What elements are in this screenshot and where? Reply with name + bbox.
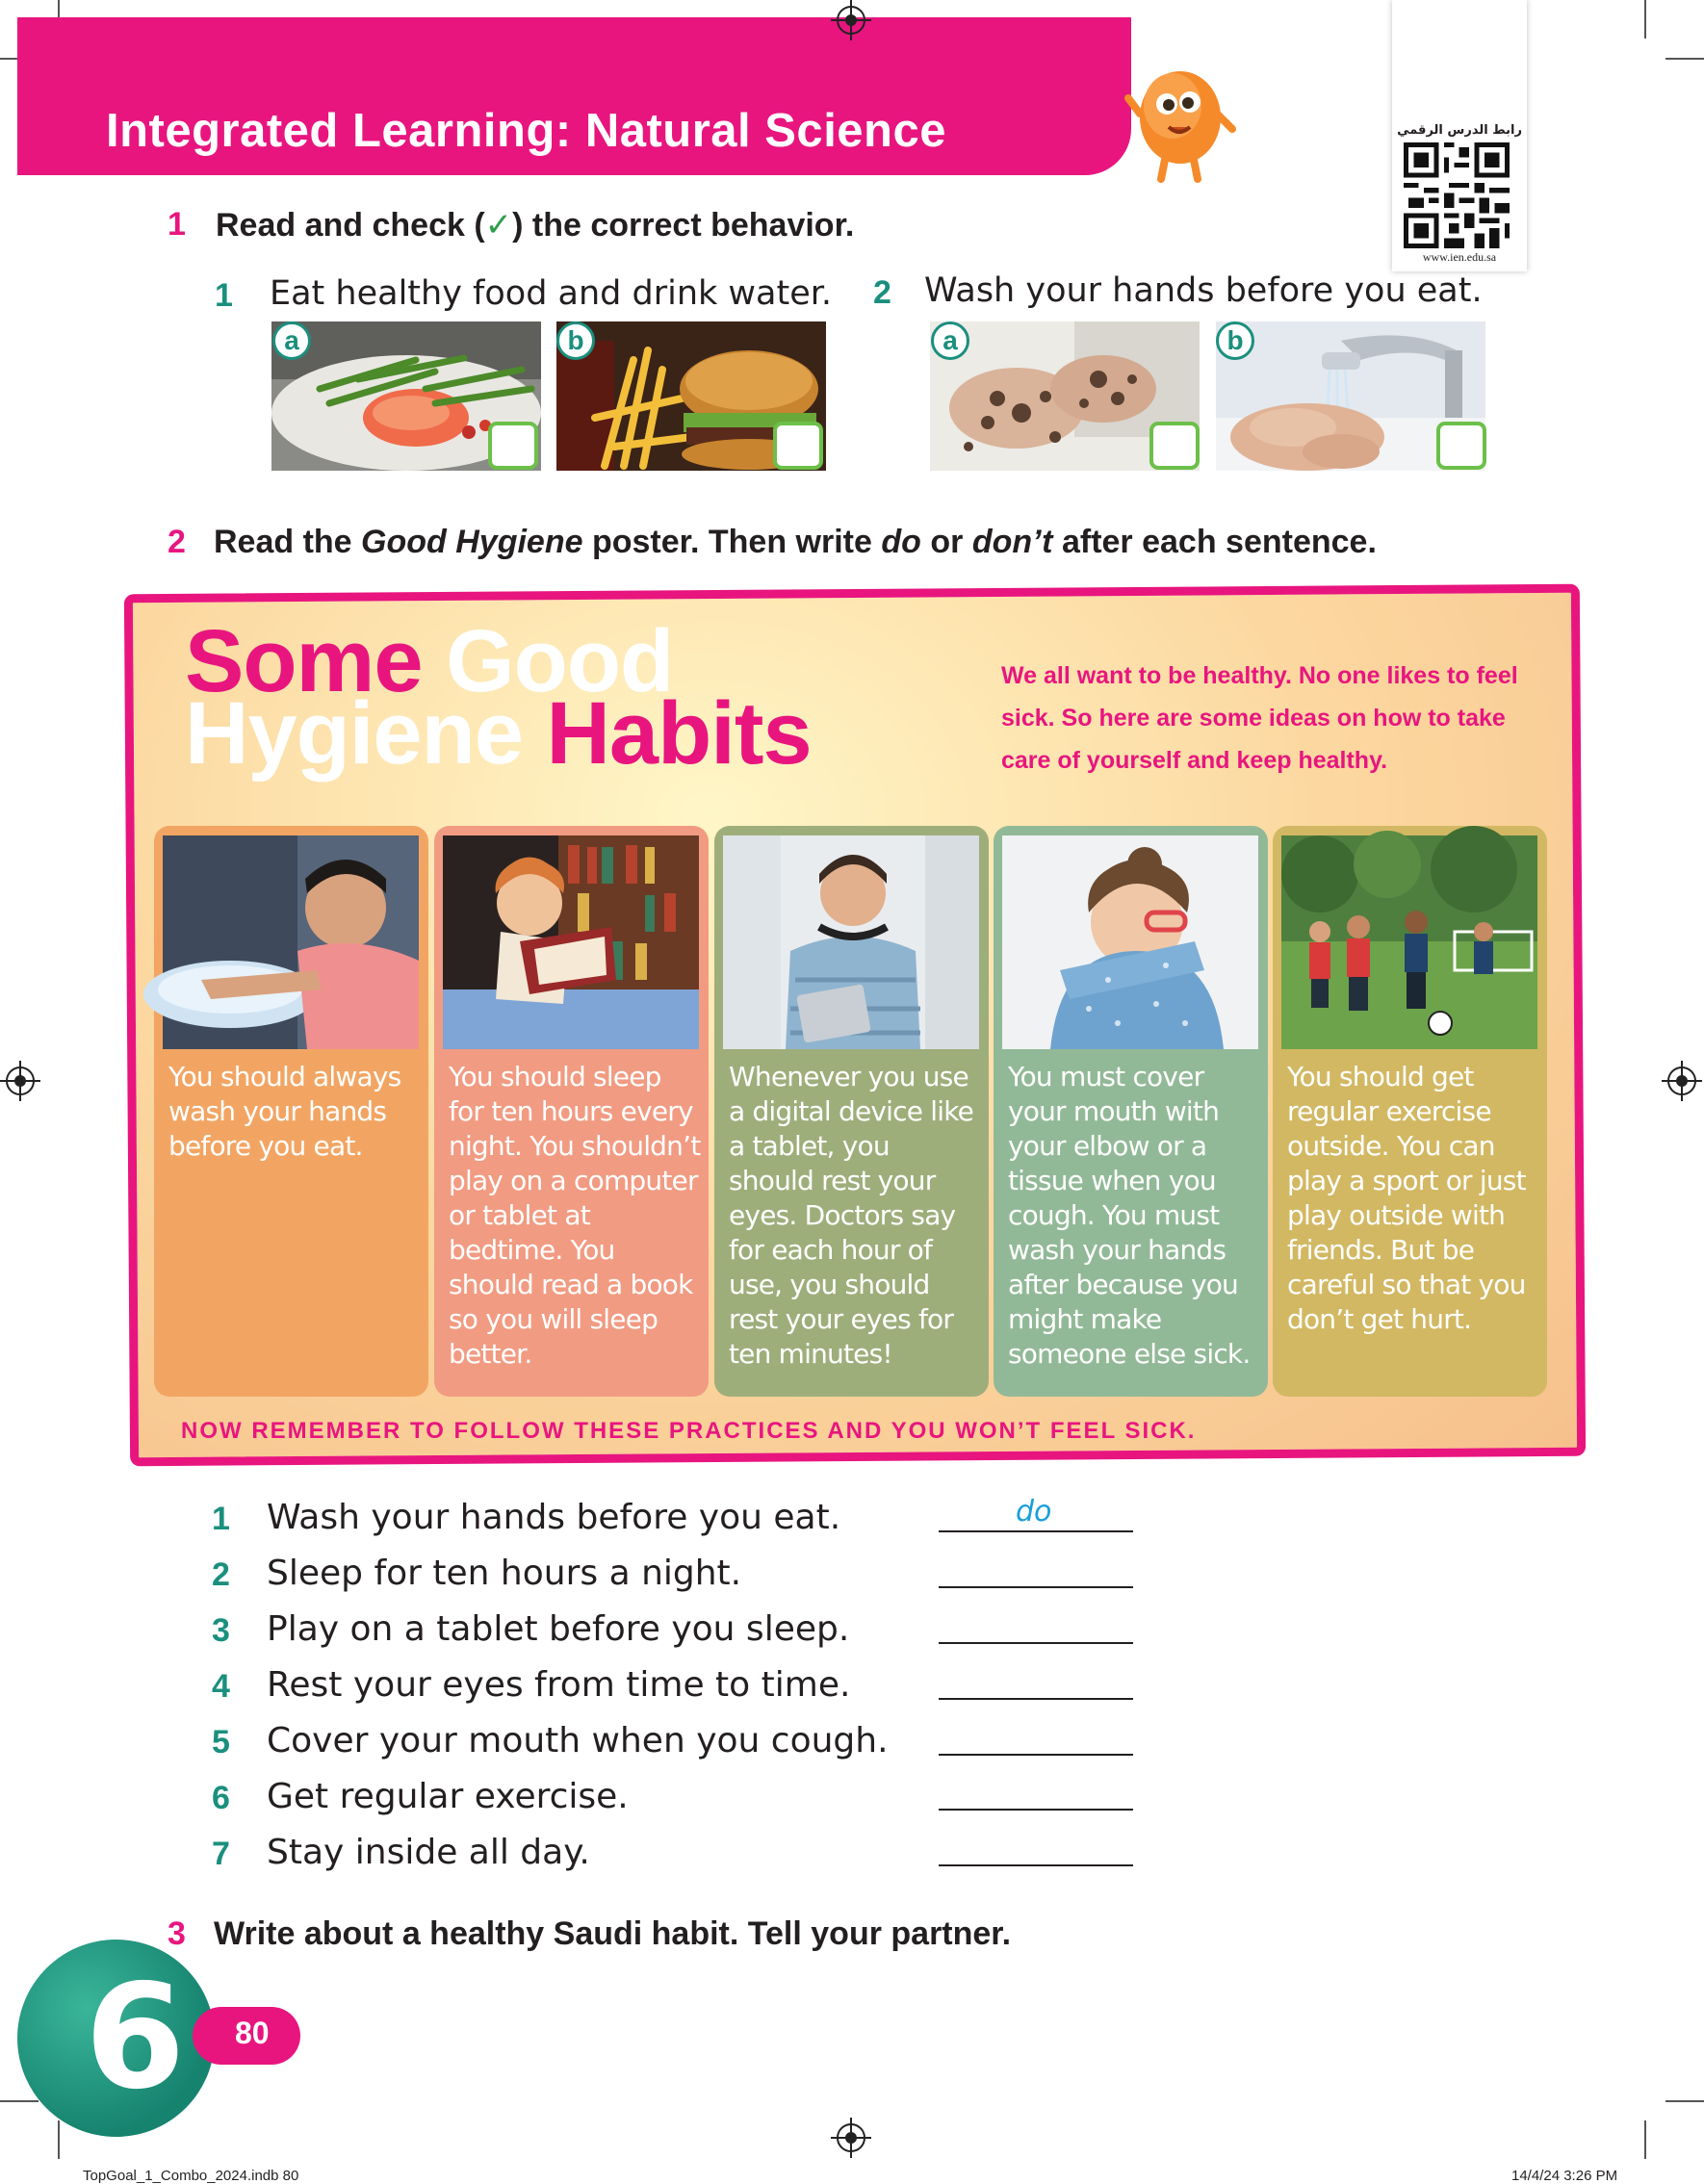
exercise-3-instruction: Write about a healthy Saudi habit. Tell your partner. xyxy=(214,1915,1012,1952)
sentence-number: 1 xyxy=(212,1501,230,1537)
qr-code-icon[interactable] xyxy=(1404,142,1510,248)
unit-number: 6 xyxy=(85,1954,186,2121)
page-title: Integrated Learning: Natural Science xyxy=(106,105,946,157)
crop-mark xyxy=(1665,58,1704,60)
photo-kids-playing-soccer xyxy=(1281,835,1537,1049)
slug-filename: TopGoal_1_Combo_2024.indb 80 xyxy=(83,2168,299,2184)
exercise-2-number: 2 xyxy=(168,524,186,560)
page-number: 80 xyxy=(235,2016,270,2050)
option-b-badge: b xyxy=(556,321,595,360)
crop-mark xyxy=(0,2100,39,2102)
sentence-text: Sleep for ten hours a night. xyxy=(267,1554,742,1593)
card-1-text: You should always wash your hands before you eat. xyxy=(168,1061,401,1162)
exercise-2-instruction: Read the Good Hygiene poster. Then write do or don’t after each sentence. xyxy=(214,524,1377,560)
answer-line-5[interactable] xyxy=(939,1754,1133,1756)
answer-line-2[interactable] xyxy=(939,1586,1133,1588)
sentence-text: Play on a tablet before you sleep. xyxy=(267,1609,850,1649)
checkbox-2b[interactable] xyxy=(1436,422,1486,470)
sentence-number: 4 xyxy=(212,1668,230,1705)
registration-mark-icon xyxy=(837,2123,865,2152)
qr-code-panel[interactable] xyxy=(1392,0,1527,271)
sentence-number: 6 xyxy=(212,1780,230,1816)
sentence-number: 2 xyxy=(212,1556,230,1593)
registration-mark-icon xyxy=(1667,1066,1696,1095)
sentence-number: 3 xyxy=(212,1612,230,1649)
answer-line-3[interactable] xyxy=(939,1642,1133,1644)
photo-boy-with-tablet xyxy=(723,835,979,1049)
poster-card-exercise xyxy=(1273,826,1547,1397)
crop-mark xyxy=(1644,2120,1646,2159)
poster-card-sleep xyxy=(434,826,709,1397)
item-1-text: Eat healthy food and drink water. xyxy=(270,274,833,313)
item-2-text: Wash your hands before you eat. xyxy=(924,271,1483,310)
orange-mascot-icon xyxy=(1126,58,1234,183)
poster-card-cough xyxy=(994,826,1268,1397)
poster-title: Some Good Hygiene Habits xyxy=(185,612,812,783)
crop-mark xyxy=(58,2120,60,2159)
photo-girl-coughing xyxy=(1002,835,1258,1049)
sentence-number: 7 xyxy=(212,1836,230,1872)
checkbox-1a[interactable] xyxy=(488,422,538,470)
crop-mark xyxy=(1644,0,1646,39)
poster-footer: NOW REMEMBER TO FOLLOW THESE PRACTICES AND YOU WON’T FEEL SICK. xyxy=(181,1418,1197,1444)
sentence-text: Get regular exercise. xyxy=(267,1777,629,1816)
checkbox-1b[interactable] xyxy=(773,422,823,470)
option-a-badge: a xyxy=(931,321,969,360)
poster-card-screen-time xyxy=(714,826,989,1397)
poster-intro: We all want to be healthy. No one likes to feel sick. So here are some ideas on how to take care of yourself and keep healthy. xyxy=(1001,662,1518,774)
registration-mark-icon xyxy=(6,1066,35,1095)
poster-card-handwashing xyxy=(154,826,428,1397)
card-4-text: You must cover your mouth with your elbow or a tissue when you cough. You must wash your hands after because you might make someone else sick. xyxy=(1008,1061,1251,1370)
sentence-text: Wash your hands before you eat. xyxy=(267,1498,841,1537)
crop-mark xyxy=(1665,2100,1704,2102)
option-b-badge: b xyxy=(1216,321,1254,360)
answer-line-1[interactable] xyxy=(939,1530,1133,1532)
photo-girl-reading xyxy=(443,835,699,1049)
sentence-text: Cover your mouth when you cough. xyxy=(267,1721,889,1760)
exercise-1-number: 1 xyxy=(168,206,186,243)
exercise-1-instruction: Read and check (✓) the correct behavior. xyxy=(216,207,855,244)
exercise-3-number: 3 xyxy=(168,1915,186,1952)
sentence-text: Rest your eyes from time to time. xyxy=(267,1665,851,1705)
card-2-text: You should sleep for ten hours every night. You shouldn’t play on a computer or tablet at bedtime. You should read a book so you will sleep better. xyxy=(449,1061,701,1370)
answer-line-4[interactable] xyxy=(939,1698,1133,1700)
card-3-text: Whenever you use a digital device like a tablet, you should rest your eyes. Doctors say for each hour of use, you should rest your eyes for ten minutes! xyxy=(729,1061,974,1370)
option-a-badge: a xyxy=(272,321,311,360)
sentence-number: 5 xyxy=(212,1724,230,1760)
card-5-text: You should get regular exercise outside. You can play a sport or just play outside with friends. But be careful so that you don’t get hurt. xyxy=(1287,1061,1526,1335)
qr-label: رابط الدرس الرقمي xyxy=(1397,123,1522,138)
qr-url: www.ien.edu.sa xyxy=(1422,250,1497,264)
item-2-number: 2 xyxy=(873,274,891,311)
answer-line-7[interactable] xyxy=(939,1864,1133,1866)
item-1-number: 1 xyxy=(215,277,233,314)
slug-timestamp: 14/4/24 3:26 PM xyxy=(1511,2168,1618,2184)
photo-boy-washing-hands xyxy=(163,835,419,1049)
checkbox-2a[interactable] xyxy=(1149,422,1200,470)
answer-example: do xyxy=(1016,1495,1052,1529)
sentence-text: Stay inside all day. xyxy=(267,1833,590,1872)
check-mark-icon: ✓ xyxy=(484,207,513,244)
answer-line-6[interactable] xyxy=(939,1809,1133,1811)
registration-mark-icon xyxy=(837,6,865,35)
